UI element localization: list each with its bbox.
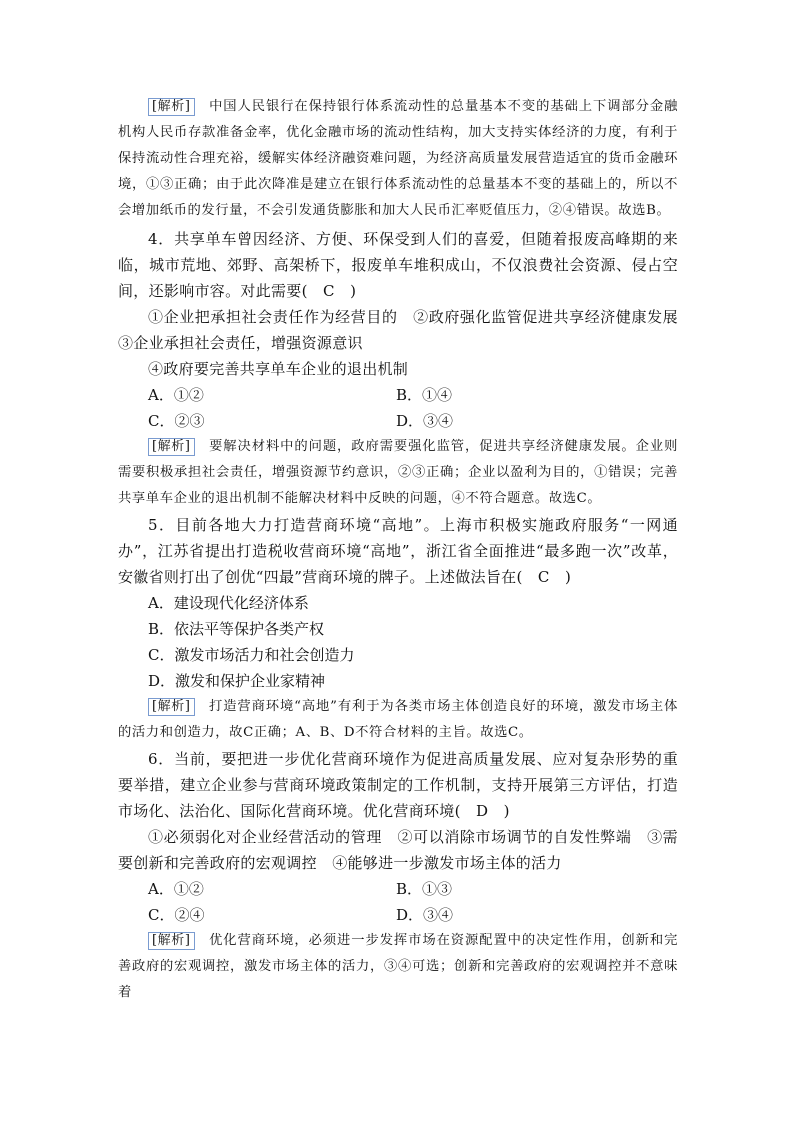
- option-row: [118, 902, 678, 928]
- option-row: [118, 382, 678, 408]
- analysis-text: 中国人民银行在保持银行体系流动性的总量基本不变的基础上下调部分金融机构人民币存款准备金率，优化金融市场的流动性结构，加大支持实体经济的力度，有利于保持流动性合理充裕，缓解实体经济融资难问题，为经济高质量发展营造适宜的货币金融环境，①③正确；由于此次降准是建立在银行体系流动性的总量基本不变的基础上的，所以不会增加纸币的发行量，不会引发通货膨胀和加大人民币汇率贬值压力，②④错误。故选B。: [118, 99, 678, 218]
- question-statements: ①企业把承担社会责任作为经营目的 ②政府强化监管促进共享经济健康发展 ③企业承担社会责任，增强资源意识: [118, 308, 694, 352]
- question-stem: 4．共享单车曾因经济、方便、环保受到人们的喜爱，但随着报废高峰期的来临，城市荒地、郊野、高架桥下，报废单车堆积成山，不仅浪费社会资源、侵占空间，还影响市容。对此需要( C ): [118, 230, 678, 300]
- analysis-text: 优化营商环境，必须进一步发挥市场在资源配置中的决定性作用，创新和完善政府的宏观调控，激发市场主体的活力，③④可选；创新和完善政府的宏观调控并不意味着: [118, 933, 678, 1000]
- analysis-paragraph: [118, 694, 678, 746]
- option-a: A．①②: [148, 386, 204, 404]
- analysis-text: 打造营商环境“高地”有利于为各类市场主体创造良好的环境，激发市场主体的活力和创造力，故C正确；A、B、D不符合材料的主旨。故选C。: [118, 699, 678, 740]
- option-text: B．依法平等保护各类产权: [148, 620, 325, 638]
- option-a: [118, 590, 678, 616]
- option-row: [118, 408, 678, 434]
- analysis-tag: [解析]: [148, 698, 195, 716]
- option-text: A．建设现代化经济体系: [148, 594, 309, 612]
- option-c: [118, 642, 678, 668]
- option-text: C．激发市场活力和社会创造力: [148, 646, 355, 664]
- analysis-tag: [解析]: [148, 98, 195, 116]
- option-d: D．③④: [396, 906, 454, 924]
- question-statement: ④政府要完善共享单车企业的退出机制: [148, 360, 409, 378]
- option-a: A．①②: [148, 880, 204, 898]
- option-d: D．③④: [396, 412, 454, 430]
- option-text: D．激发和保护企业家精神: [148, 672, 326, 690]
- option-b: B．①③: [396, 880, 453, 898]
- analysis-paragraph: [118, 928, 678, 1006]
- option-c: C．②④: [148, 906, 205, 924]
- option-b: B．①④: [396, 386, 453, 404]
- question-stem: 6．当前，要把进一步优化营商环境作为促进高质量发展、应对复杂形势的重要举措，建立企业参与营商环境政策制定的工作机制，支持开展第三方评估，打造市场化、法治化、国际化营商环境。优化营商环境( D ): [118, 750, 678, 820]
- analysis-paragraph: [118, 434, 678, 512]
- document-page: [118, 92, 694, 1006]
- question-statements: ①必须弱化对企业经营活动的管理 ②可以消除市场调节的自发性弊端 ③需要创新和完善政府的宏观调控 ④能够进一步激发市场主体的活力: [118, 828, 678, 872]
- option-row: [118, 876, 678, 902]
- analysis-tag: [解析]: [148, 932, 195, 950]
- option-d: [118, 668, 678, 694]
- analysis-text: 要解决材料中的问题，政府需要强化监管，促进共享经济健康发展。企业则需要积极承担社会责任，增强资源节约意识，②③正确；企业以盈利为目的，①错误；完善共享单车企业的退出机制不能解决材料中反映的问题，④不符合题意。故选C。: [118, 439, 678, 506]
- analysis-paragraph: [118, 94, 678, 224]
- question-stem: 5．目前各地大力打造营商环境“高地”。上海市积极实施政府服务“一网通办”，江苏省提出打造税收营商环境“高地”，浙江省全面推进“最多跑一次”改革，安徽省则打出了创优“四最”营商环境的牌子。上述做法旨在( C ): [118, 516, 678, 586]
- option-c: C．②③: [148, 412, 205, 430]
- option-b: [118, 616, 678, 642]
- analysis-tag: [解析]: [148, 438, 195, 456]
